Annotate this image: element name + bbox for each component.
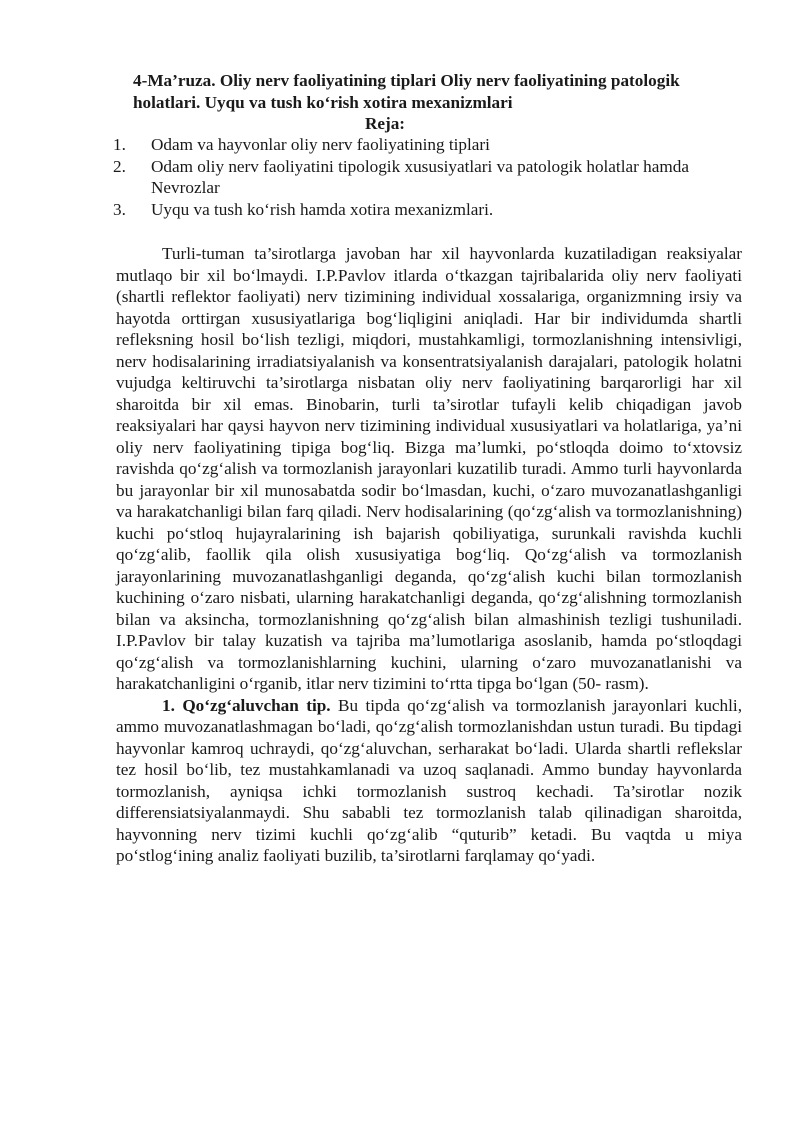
paragraph-lead-bold: 1. Qo‘zg‘aluvchan tip.	[162, 695, 331, 715]
plan-item	[113, 134, 753, 156]
plan-list	[113, 134, 753, 220]
plan-item-text: Odam va hayvonlar oliy nerv faoliyatining tiplari	[151, 135, 490, 154]
lecture-title: 4-Ma’ruza. Oliy nerv faoliyatining tiplari Oliy nerv faoliyatining patologik holatlari. Uyqu va tush ko‘rish xotira mexanizmlari	[133, 71, 680, 112]
paragraph-excitable-type	[116, 695, 742, 867]
plan-item-number: 3.	[113, 199, 126, 219]
plan-item	[113, 156, 753, 199]
plan-item	[113, 199, 753, 221]
paragraph-text: Bu tipda qo‘zg‘alish va tormozlanish jarayonlari kuchli, ammo muvozanatlashmagan bo‘ladi, qo‘zg‘alish tormozlanishdan ustun turadi. Bu tipdagi hayvonlar kamroq uchraydi, qo‘zg‘aluvchan, serharakat bo‘ladi. Ularda shartli reflekslar tez hosil bo‘lib, tez mustahkamlanadi va uzoq saqlanadi. Ammo bunday hayvonlarda tormozlanish, ayniqsa ichki tormozlanish sustroq kechadi. Ta’sirotlar nozik differensiatsiyalanmaydi. Shu sababli tez tormozlanish talab qilinadigan sharoitda, hayvonning nerv tizimi kuchli qo‘zg‘alib “quturib” ketadi. Bu vaqtda u miya po‘stlog‘ining analiz faoliyati buzilib, ta’sirotlarni farqlamay qo‘yadi.	[116, 695, 742, 865]
body-text	[116, 243, 742, 867]
plan-item-number: 1.	[113, 135, 126, 154]
plan-heading: Reja:	[364, 114, 406, 133]
plan-item-text: Odam oliy nerv faoliyatini tipologik xususiyatlari va patologik holatlar hamda Nevrozlar	[151, 156, 689, 197]
plan-item-number: 2.	[113, 156, 126, 176]
paragraph-intro: Turli-tuman ta’sirotlarga javoban har xil hayvonlarda kuzatiladigan reaksiyalar mutlaqo bir xil bo‘lmaydi. I.P.Pavlov itlarda o‘tkazgan tajribalarida oliy nerv faoliyati (shartli reflektor faoliyati) nerv tizimining individual xossalariga, organizmning irsiy va hayotda orttirgan xususiyatlariga bog‘liqligini aniqladi. Har bir individumda shartli refleksning hosil bo‘lish tezligi, miqdori, mustahkamligi, tormozlanishning intensivligi, nerv hodisalarining irradiatsiyalanish va konsentratsiyalanish darajalari, patologik holatni vujudga keltiruvchi ta’sirotlarga nisbatan oliy nerv faoliyatining barqarorligi har xil sharoitda bir xil emas. Binobarin, turli ta’sirotlar tufayli kelib chiqadigan javob reaksiyalari har qaysi hayvon nerv tizimining individual xususiyatlari va holatlariga, ya’ni oliy nerv faoliyatining tipiga bog‘liq. Bizga ma’lumki, po‘stloqda doimo to‘xtovsiz ravishda qo‘zg‘alish va tormozlanish jarayonlari kuzatilib turadi. Ammo turli hayvonlarda bu jarayonlar bir xil munosabatda sodir bo‘lmasdan, kuchi, o‘zaro muvozanatlashganligi va harakatchanligi bilan farq qiladi. Nerv hodisalarining (qo‘zg‘alish va tormozlanishning) kuchi po‘stloq hujayralarining ish bajarish qobiliyatiga, surunkali ravishda kuchli qo‘zg‘alib, faollik qila olish xususiyatiga bog‘liq. Qo‘zg‘alish va tormozlanish jarayonlarining muvozanatlashganligi deganda, qo‘zg‘alish kuchi bilan tormozlanish kuchining o‘zaro nisbati, ularning harakatchanligi deganda, qo‘zg‘alishning tormozlanish bilan va aksincha, tormozlanishning qo‘zg‘alish bilan almashinish tezligi tushuniladi. I.P.Pavlov bir talay kuzatish va tajriba ma’lumotlariga asoslanib, hamda po‘stloqdagi qo‘zg‘alish va tormozlanishlarning kuchini, ularning o‘zaro muvozanatlanishi va harakatchanligini o‘rganib, itlar nerv tizimini to‘rtta tipga bo‘lgan (50- rasm).	[116, 244, 742, 693]
plan-item-text: Uyqu va tush ko‘rish hamda xotira mexanizmlari.	[151, 199, 494, 219]
